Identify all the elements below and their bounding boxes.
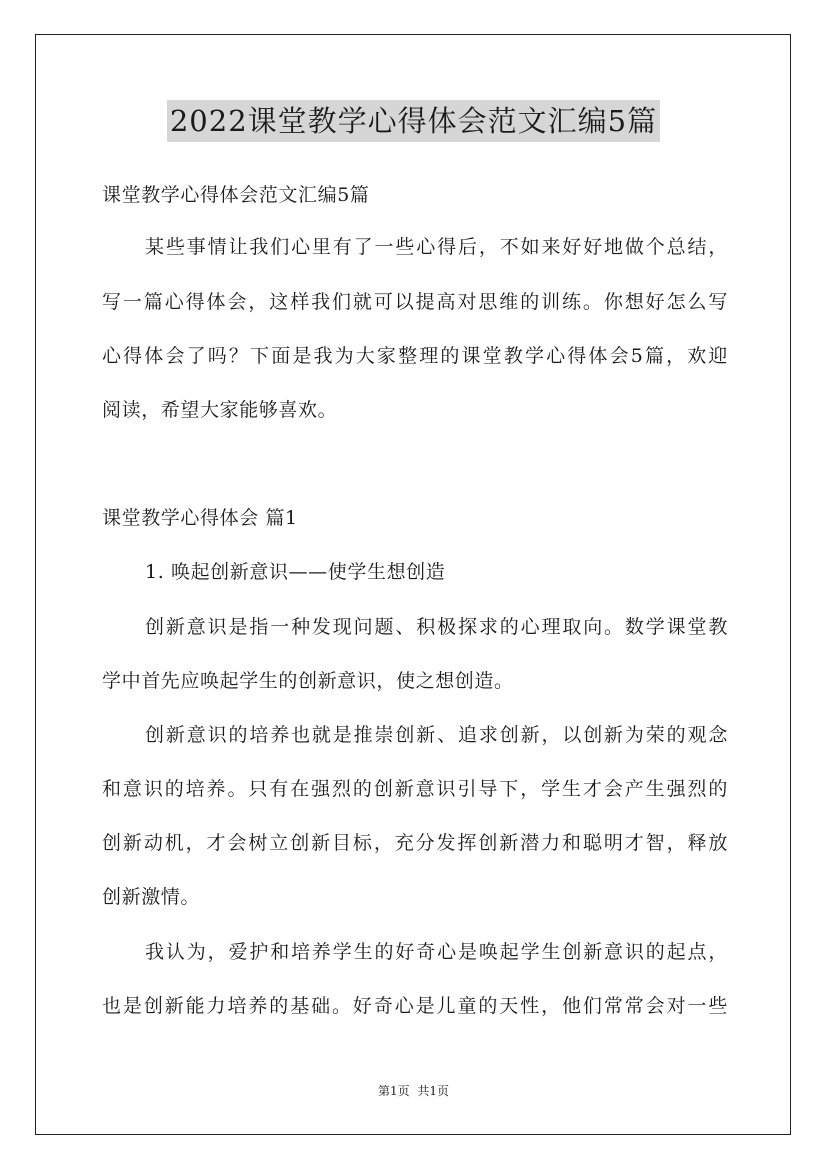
para3-line-1: 我认为，爱护和培养学生的好奇心是唤起学生创新意识的起点， [145, 941, 728, 963]
para2-line-2: 和意识的培养。只有在强烈的创新意识引导下，学生才会产生强烈的 [102, 778, 728, 800]
para2-line-1: 创新意识的培养也就是推崇创新、追求创新，以创新为荣的观念 [145, 724, 728, 746]
page-number: 第1页 [378, 1084, 410, 1098]
section-heading: 课堂教学心得体会 篇1 [102, 507, 298, 529]
intro-line-4: 阅读，希望大家能够喜欢。 [102, 399, 338, 421]
intro-line-3: 心得体会了吗？下面是我为大家整理的课堂教学心得体会5篇，欢迎 [102, 345, 728, 367]
para2-line-3: 创新动机，才会树立创新目标，充分发挥创新潜力和聪明才智，释放 [102, 832, 728, 854]
para1-line-2: 学中首先应唤起学生的创新意识，使之想创造。 [102, 670, 514, 692]
intro-line-2: 写一篇心得体会，这样我们就可以提高对思维的训练。你想好怎么写 [102, 291, 728, 313]
para1-line-1: 创新意识是指一种发现问题、积极探求的心理取向。数学课堂教 [145, 616, 728, 638]
para3-line-2: 也是创新能力培养的基础。好奇心是儿童的天性，他们常常会对一些 [102, 995, 728, 1017]
intro-line-1: 某些事情让我们心里有了一些心得后，不如来好好地做个总结， [145, 236, 728, 258]
document-title: 2022课堂教学心得体会范文汇编5篇 [167, 100, 660, 142]
page-total: 共1页 [417, 1084, 449, 1098]
document-subtitle: 课堂教学心得体会范文汇编5篇 [102, 184, 370, 206]
page-footer [0, 1082, 827, 1100]
title-wrap [0, 100, 827, 142]
point-heading: 1. 唤起创新意识——使学生想创造 [145, 561, 446, 583]
para2-line-4: 创新激情。 [102, 886, 201, 908]
